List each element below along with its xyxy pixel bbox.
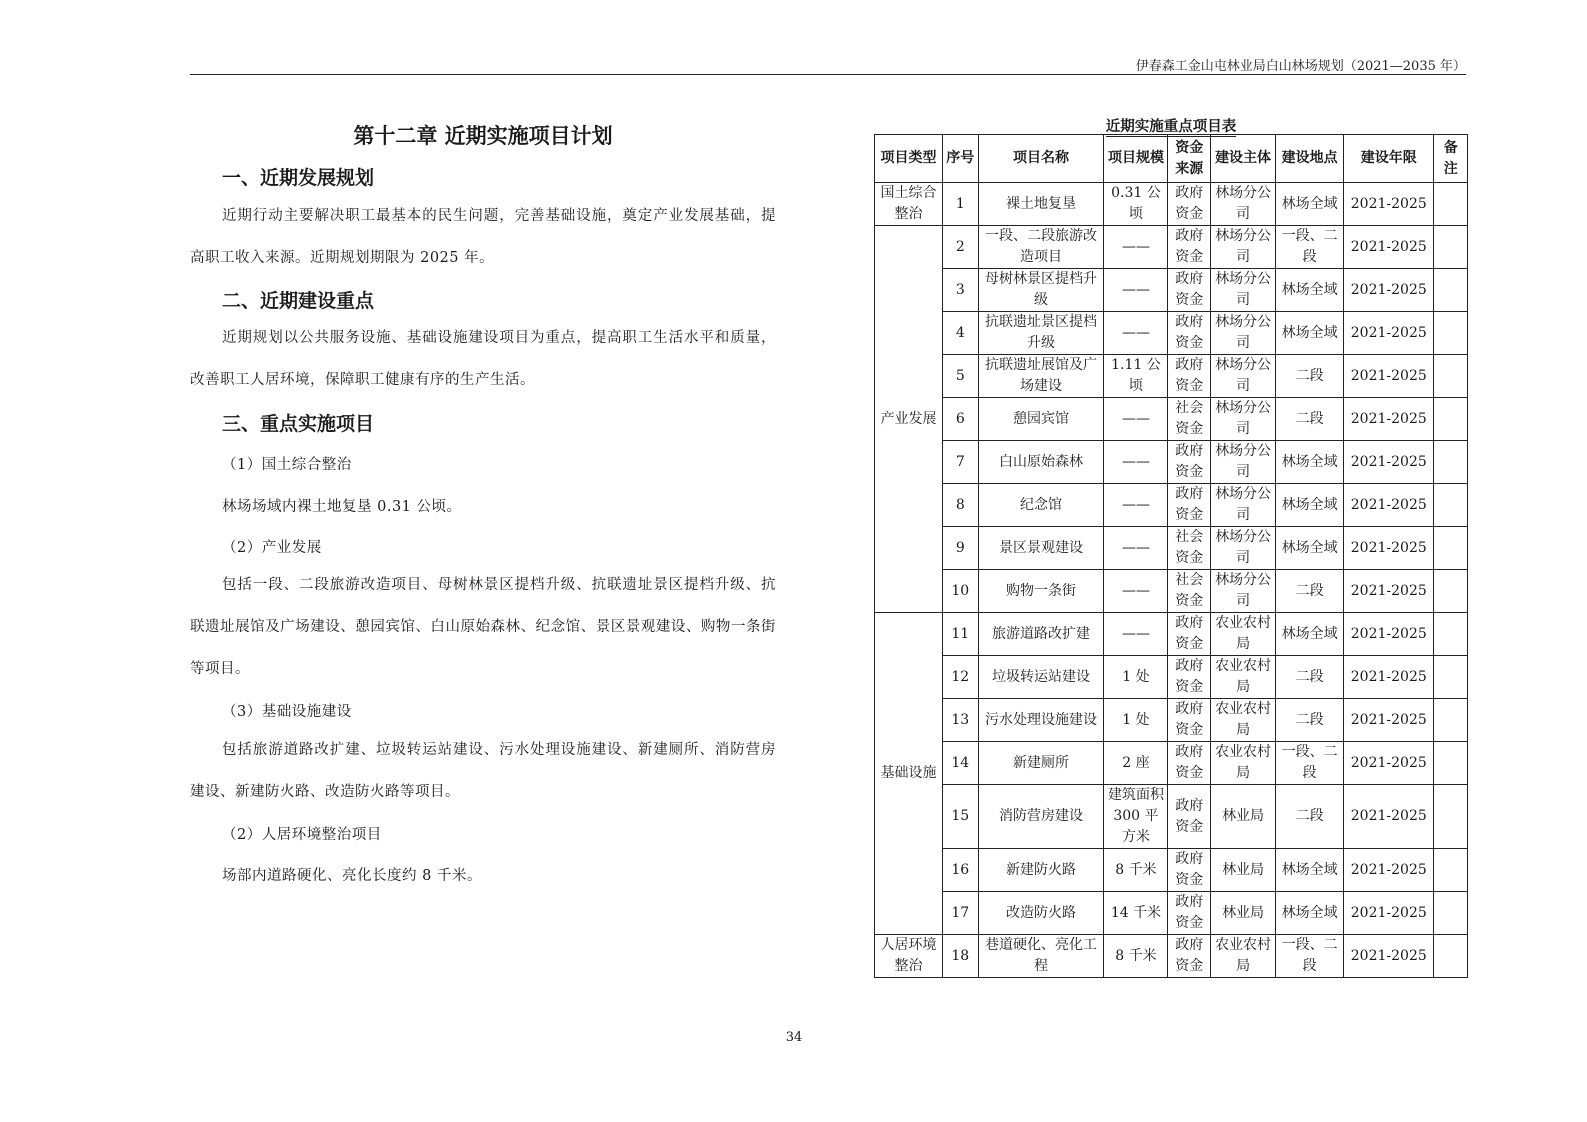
cell-no: 16	[943, 849, 979, 892]
cell-owner: 林场分公司	[1211, 484, 1276, 527]
cell-scale: 8 千米	[1104, 935, 1168, 978]
project-table	[874, 134, 1468, 978]
cell-location: 一段、二段	[1276, 742, 1344, 785]
cell-name: 污水处理设施建设	[978, 699, 1104, 742]
table-row	[875, 935, 1468, 978]
table-row	[875, 699, 1468, 742]
header-location: 建设地点	[1276, 135, 1344, 183]
cell-location: 林场全域	[1276, 484, 1344, 527]
cell-no: 18	[943, 935, 979, 978]
cell-period: 2021-2025	[1344, 699, 1434, 742]
cell-note	[1434, 183, 1468, 226]
table-row	[875, 312, 1468, 355]
group-industry: 产业发展	[875, 226, 943, 613]
cell-name: 消防营房建设	[978, 785, 1104, 849]
cell-no: 8	[943, 484, 979, 527]
cell-name: 新建厕所	[978, 742, 1104, 785]
cell-scale: 1.11 公顷	[1104, 355, 1168, 398]
header-note: 备注	[1434, 135, 1468, 183]
cell-fund: 政府资金	[1168, 613, 1211, 656]
cell-no: 1	[943, 183, 979, 226]
cell-note	[1434, 226, 1468, 269]
section-heading-1: 一、近期发展规划	[222, 167, 375, 189]
cell-name: 垃圾转运站建设	[978, 656, 1104, 699]
cell-period: 2021-2025	[1344, 269, 1434, 312]
cell-location: 林场全域	[1276, 892, 1344, 935]
item-1-label: （1）国土综合整治	[222, 457, 352, 473]
cell-note	[1434, 269, 1468, 312]
cell-fund: 政府资金	[1168, 699, 1211, 742]
cell-fund: 政府资金	[1168, 935, 1211, 978]
cell-name: 购物一条街	[978, 570, 1104, 613]
cell-scale: ——	[1104, 398, 1168, 441]
cell-location: 二段	[1276, 570, 1344, 613]
cell-note	[1434, 398, 1468, 441]
cell-owner: 林场分公司	[1211, 441, 1276, 484]
table-caption: 近期实施重点项目表	[1105, 119, 1237, 135]
cell-period: 2021-2025	[1344, 484, 1434, 527]
cell-no: 13	[943, 699, 979, 742]
cell-period: 2021-2025	[1344, 441, 1434, 484]
cell-location: 林场全域	[1276, 269, 1344, 312]
cell-owner: 林场分公司	[1211, 312, 1276, 355]
cell-location: 一段、二段	[1276, 226, 1344, 269]
cell-note	[1434, 312, 1468, 355]
cell-no: 9	[943, 527, 979, 570]
cell-location: 二段	[1276, 656, 1344, 699]
cell-location: 林场全域	[1276, 849, 1344, 892]
section-1-paragraph: 近期行动主要解决职工最基本的民生问题，完善基础设施，奠定产业发展基础，提高职工收入来源。近期规划期限为 2025 年。	[190, 208, 776, 266]
cell-scale: 1 处	[1104, 699, 1168, 742]
cell-owner: 农业农村局	[1211, 742, 1276, 785]
cell-note	[1434, 613, 1468, 656]
cell-location: 二段	[1276, 699, 1344, 742]
cell-no: 5	[943, 355, 979, 398]
cell-location: 二段	[1276, 785, 1344, 849]
cell-scale: ——	[1104, 441, 1168, 484]
cell-no: 4	[943, 312, 979, 355]
cell-owner: 林业局	[1211, 892, 1276, 935]
cell-scale: ——	[1104, 613, 1168, 656]
cell-period: 2021-2025	[1344, 312, 1434, 355]
cell-name: 裸土地复垦	[978, 183, 1104, 226]
cell-period: 2021-2025	[1344, 613, 1434, 656]
cell-no: 2	[943, 226, 979, 269]
item-4-text: 场部内道路硬化、亮化长度约 8 千米。	[222, 868, 482, 884]
cell-period: 2021-2025	[1344, 849, 1434, 892]
header-type: 项目类型	[875, 135, 943, 183]
item-2-paragraph: 包括一段、二段旅游改造项目、母树林景区提档升级、抗联遗址景区提档升级、抗联遗址展馆及广场建设、憩园宾馆、白山原始森林、纪念馆、景区景观建设、购物一条街等项目。	[190, 577, 776, 677]
cell-scale: ——	[1104, 484, 1168, 527]
cell-period: 2021-2025	[1344, 355, 1434, 398]
cell-note	[1434, 484, 1468, 527]
cell-fund: 政府资金	[1168, 742, 1211, 785]
cell-owner: 林场分公司	[1211, 226, 1276, 269]
header-name: 项目名称	[978, 135, 1104, 183]
cell-note	[1434, 355, 1468, 398]
cell-note	[1434, 849, 1468, 892]
cell-name: 一段、二段旅游改造项目	[978, 226, 1104, 269]
cell-owner: 林场分公司	[1211, 527, 1276, 570]
section-2-paragraph: 近期规划以公共服务设施、基础设施建设项目为重点，提高职工生活水平和质量，改善职工人居环境，保障职工健康有序的生产生活。	[190, 330, 776, 388]
cell-fund: 政府资金	[1168, 441, 1211, 484]
cell-note	[1434, 935, 1468, 978]
cell-scale: ——	[1104, 269, 1168, 312]
item-3-paragraph: 包括旅游道路改扩建、垃圾转运站建设、污水处理设施建设、新建厕所、消防营房建设、新建防火路、改造防火路等项目。	[190, 742, 776, 800]
item-4-label: （2）人居环境整治项目	[222, 827, 382, 843]
cell-location: 二段	[1276, 398, 1344, 441]
cell-note	[1434, 699, 1468, 742]
cell-name: 新建防火路	[978, 849, 1104, 892]
cell-location: 林场全域	[1276, 312, 1344, 355]
table-row	[875, 183, 1468, 226]
cell-note	[1434, 742, 1468, 785]
header-owner: 建设主体	[1211, 135, 1276, 183]
cell-fund: 政府资金	[1168, 656, 1211, 699]
cell-period: 2021-2025	[1344, 183, 1434, 226]
cell-owner: 林场分公司	[1211, 269, 1276, 312]
cell-location: 林场全域	[1276, 613, 1344, 656]
cell-period: 2021-2025	[1344, 226, 1434, 269]
cell-owner: 林场分公司	[1211, 183, 1276, 226]
cell-owner: 林业局	[1211, 849, 1276, 892]
header-divider	[190, 74, 1466, 75]
cell-fund: 政府资金	[1168, 484, 1211, 527]
table-row	[875, 484, 1468, 527]
table-row	[875, 527, 1468, 570]
table-row	[875, 441, 1468, 484]
header-no: 序号	[943, 135, 979, 183]
cell-name: 改造防火路	[978, 892, 1104, 935]
item-1-text: 林场场域内裸土地复垦 0.31 公顷。	[222, 499, 462, 515]
table-row	[875, 785, 1468, 849]
cell-no: 14	[943, 742, 979, 785]
cell-fund: 政府资金	[1168, 269, 1211, 312]
cell-scale: 0.31 公顷	[1104, 183, 1168, 226]
cell-note	[1434, 892, 1468, 935]
table-row	[875, 849, 1468, 892]
cell-scale: 1 处	[1104, 656, 1168, 699]
cell-fund: 政府资金	[1168, 849, 1211, 892]
cell-note	[1434, 785, 1468, 849]
table-row	[875, 269, 1468, 312]
cell-location: 林场全域	[1276, 527, 1344, 570]
chapter-title: 第十二章 近期实施项目计划	[353, 124, 613, 148]
cell-name: 景区景观建设	[978, 527, 1104, 570]
item-3-label: （3）基础设施建设	[222, 704, 352, 720]
cell-period: 2021-2025	[1344, 785, 1434, 849]
section-heading-3: 三、重点实施项目	[222, 413, 375, 435]
group-living: 人居环境整治	[875, 935, 943, 978]
cell-no: 3	[943, 269, 979, 312]
cell-fund: 社会资金	[1168, 527, 1211, 570]
cell-period: 2021-2025	[1344, 570, 1434, 613]
cell-period: 2021-2025	[1344, 742, 1434, 785]
cell-location: 二段	[1276, 355, 1344, 398]
cell-name: 巷道硬化、亮化工程	[978, 935, 1104, 978]
cell-fund: 社会资金	[1168, 398, 1211, 441]
cell-note	[1434, 656, 1468, 699]
header-fund: 资金来源	[1168, 135, 1211, 183]
cell-name: 抗联遗址景区提档升级	[978, 312, 1104, 355]
cell-name: 抗联遗址展馆及广场建设	[978, 355, 1104, 398]
cell-fund: 政府资金	[1168, 892, 1211, 935]
cell-fund: 政府资金	[1168, 785, 1211, 849]
table-row	[875, 742, 1468, 785]
cell-no: 7	[943, 441, 979, 484]
cell-owner: 农业农村局	[1211, 613, 1276, 656]
cell-owner: 林业局	[1211, 785, 1276, 849]
header-scale: 项目规模	[1104, 135, 1168, 183]
table-row	[875, 355, 1468, 398]
cell-period: 2021-2025	[1344, 935, 1434, 978]
cell-fund: 政府资金	[1168, 355, 1211, 398]
table-row	[875, 570, 1468, 613]
cell-scale: ——	[1104, 527, 1168, 570]
cell-scale: ——	[1104, 312, 1168, 355]
header-period: 建设年限	[1344, 135, 1434, 183]
running-header: 伊春森工金山屯林业局白山林场规划（2021—2035 年）	[1135, 59, 1466, 74]
cell-owner: 农业农村局	[1211, 699, 1276, 742]
cell-fund: 政府资金	[1168, 312, 1211, 355]
cell-scale: 2 座	[1104, 742, 1168, 785]
cell-no: 6	[943, 398, 979, 441]
cell-name: 憩园宾馆	[978, 398, 1104, 441]
cell-name: 白山原始森林	[978, 441, 1104, 484]
cell-no: 17	[943, 892, 979, 935]
cell-scale: 建筑面积 300 平方米	[1104, 785, 1168, 849]
cell-owner: 农业农村局	[1211, 656, 1276, 699]
table-row	[875, 226, 1468, 269]
cell-owner: 林场分公司	[1211, 355, 1276, 398]
table-row	[875, 398, 1468, 441]
cell-name: 母树林景区提档升级	[978, 269, 1104, 312]
cell-note	[1434, 527, 1468, 570]
cell-location: 一段、二段	[1276, 935, 1344, 978]
cell-note	[1434, 570, 1468, 613]
cell-no: 10	[943, 570, 979, 613]
section-heading-2: 二、近期建设重点	[222, 290, 375, 312]
cell-name: 旅游道路改扩建	[978, 613, 1104, 656]
cell-fund: 政府资金	[1168, 226, 1211, 269]
table-row	[875, 892, 1468, 935]
table-row	[875, 613, 1468, 656]
group-land: 国土综合整治	[875, 183, 943, 226]
item-2-label: （2）产业发展	[222, 540, 322, 556]
table-row	[875, 656, 1468, 699]
cell-no: 11	[943, 613, 979, 656]
cell-no: 15	[943, 785, 979, 849]
cell-owner: 林场分公司	[1211, 398, 1276, 441]
cell-scale: 14 千米	[1104, 892, 1168, 935]
cell-name: 纪念馆	[978, 484, 1104, 527]
cell-no: 12	[943, 656, 979, 699]
cell-location: 林场全域	[1276, 183, 1344, 226]
cell-scale: ——	[1104, 226, 1168, 269]
cell-note	[1434, 441, 1468, 484]
cell-owner: 农业农村局	[1211, 935, 1276, 978]
page-number: 34	[785, 1030, 803, 1045]
cell-scale: 8 千米	[1104, 849, 1168, 892]
cell-location: 林场全域	[1276, 441, 1344, 484]
cell-period: 2021-2025	[1344, 527, 1434, 570]
cell-fund: 政府资金	[1168, 183, 1211, 226]
cell-fund: 社会资金	[1168, 570, 1211, 613]
cell-owner: 林场分公司	[1211, 570, 1276, 613]
cell-period: 2021-2025	[1344, 892, 1434, 935]
cell-period: 2021-2025	[1344, 656, 1434, 699]
group-infra: 基础设施	[875, 613, 943, 935]
table-header-row	[875, 135, 1468, 183]
cell-period: 2021-2025	[1344, 398, 1434, 441]
cell-scale: ——	[1104, 570, 1168, 613]
